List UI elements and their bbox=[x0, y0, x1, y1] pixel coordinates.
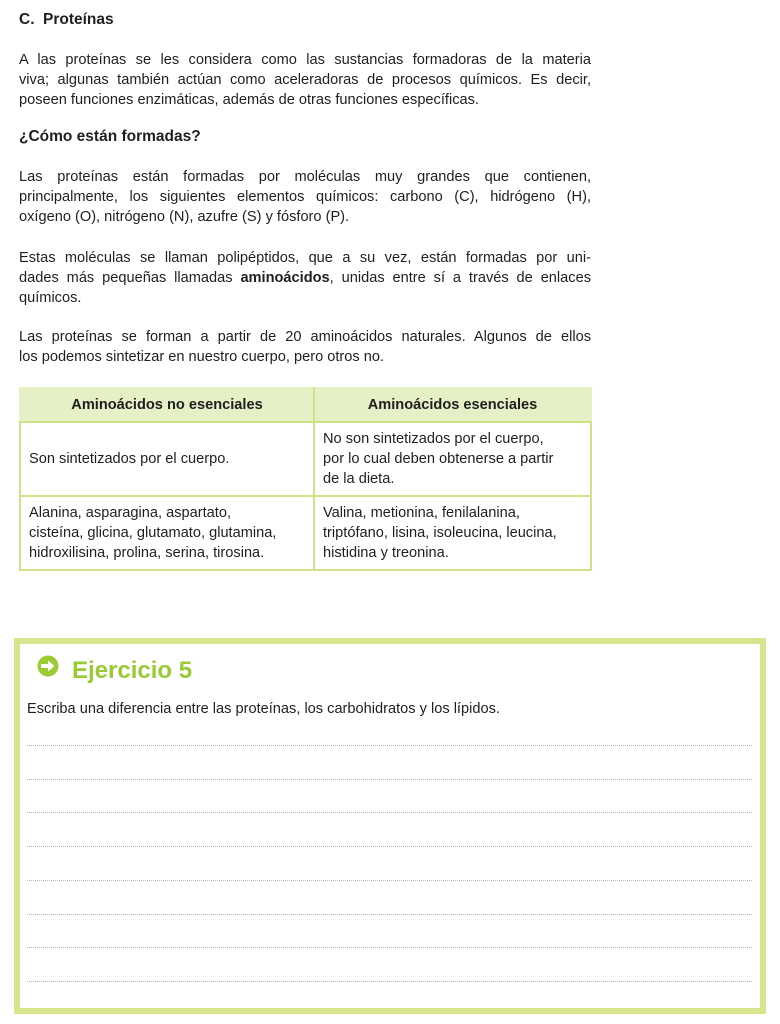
text-line: poseen funciones enzimáticas, además de otras funciones específicas. bbox=[19, 92, 479, 108]
text-line: Estas moléculas se llaman polipéptidos, que a su vez, están formadas por uni- bbox=[19, 250, 591, 266]
section-heading bbox=[19, 10, 114, 30]
cell-line: por lo cual deben obtenerse a partir bbox=[323, 451, 554, 467]
table-header-row bbox=[20, 388, 591, 422]
answer-line[interactable] bbox=[27, 947, 752, 948]
polypeptides-paragraph bbox=[19, 248, 591, 308]
exercise-instruction: Escriba una diferencia entre las proteínas, los carbohidratos y los lípidos. bbox=[27, 701, 500, 717]
composition-paragraph bbox=[19, 167, 591, 227]
header-non-essential: Aminoácidos no esenciales bbox=[20, 388, 314, 422]
header-essential: Aminoácidos esenciales bbox=[314, 388, 591, 422]
text-line: químicos. bbox=[19, 290, 82, 306]
cell-line: Valina, metionina, fenilalanina, bbox=[323, 505, 520, 521]
cell-line: Son sintetizados por el cuerpo. bbox=[29, 451, 230, 467]
cell-line: triptófano, lisina, isoleucina, leucina, bbox=[323, 525, 557, 541]
text-line bbox=[19, 268, 591, 288]
cell-line: No son sintetizados por el cuerpo, bbox=[323, 431, 544, 447]
cell-non-essential bbox=[20, 496, 314, 570]
text-line: A las proteínas se les considera como las sustancias formadoras de la materia bbox=[19, 52, 591, 68]
cell-line: Alanina, asparagina, aspartato, bbox=[29, 505, 232, 521]
cell-line: de la dieta. bbox=[323, 471, 395, 487]
amino-acids-table bbox=[19, 387, 592, 571]
table-row bbox=[20, 422, 591, 496]
keyword-aminoacidos: aminoácidos bbox=[240, 270, 330, 286]
exercise-title: Ejercicio 5 bbox=[72, 657, 193, 684]
text-line: Las proteínas están formadas por moléculas muy grandes que contienen, bbox=[19, 169, 591, 185]
arrow-circle-right-icon bbox=[37, 655, 59, 677]
text-line: los podemos sintetizar en nuestro cuerpo, pero otros no. bbox=[19, 349, 385, 365]
text-line: oxígeno (O), nitrógeno (N), azufre (S) y fósforo (P). bbox=[19, 209, 350, 225]
answer-line[interactable] bbox=[27, 914, 752, 915]
cell-line: hidroxilisina, prolina, serina, tirosina. bbox=[29, 545, 265, 561]
amino-intro-paragraph bbox=[19, 327, 591, 367]
exercise-box bbox=[14, 638, 766, 1014]
cell-line: cisteína, glicina, glutamato, glutamina, bbox=[29, 525, 277, 541]
answer-line[interactable] bbox=[27, 846, 752, 847]
cell-essential bbox=[314, 496, 591, 570]
cell-non-essential bbox=[20, 422, 314, 496]
text-segment: , unidas entre sí a través de enlaces bbox=[329, 270, 591, 286]
text-segment: dades más pequeñas llamadas bbox=[19, 270, 241, 286]
answer-line[interactable] bbox=[27, 981, 752, 982]
answer-line[interactable] bbox=[27, 779, 752, 780]
text-line: Las proteínas se forman a partir de 20 aminoácidos naturales. Algunos de ellos bbox=[19, 329, 591, 345]
table-row bbox=[20, 496, 591, 570]
text-line: viva; algunas también actúan como aceleradoras de procesos químicos. Es decir, bbox=[19, 72, 591, 88]
text-line: principalmente, los siguientes elementos químicos: carbono (C), hidrógeno (H), bbox=[19, 189, 591, 205]
section-title: Proteínas bbox=[43, 11, 114, 28]
cell-essential bbox=[314, 422, 591, 496]
intro-paragraph bbox=[19, 50, 591, 110]
section-letter: C. bbox=[19, 11, 35, 28]
answer-line[interactable] bbox=[27, 745, 752, 746]
answer-line[interactable] bbox=[27, 812, 752, 813]
answer-line[interactable] bbox=[27, 880, 752, 881]
subheading: ¿Cómo están formadas? bbox=[19, 128, 201, 145]
cell-line: histidina y treonina. bbox=[323, 545, 449, 561]
